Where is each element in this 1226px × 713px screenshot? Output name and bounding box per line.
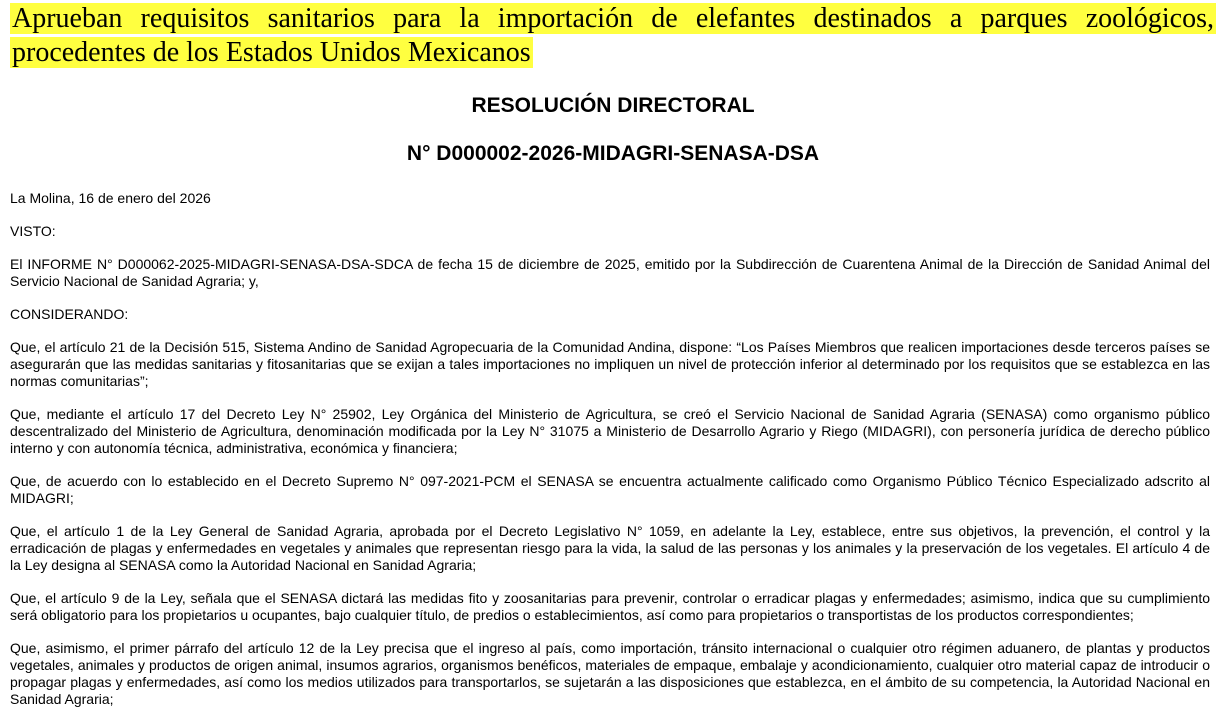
paragraph: Que, el artículo 1 de la Ley General de Sanidad Agraria, aprobada por el Decreto Legislativo N° 1059, en adelante la Ley, establece, entre sus objetivos, la prevención, el control y la erradicación de plagas y enfermedades en vegetales y animales que representan riesgo para la vida, la salud de las personas y los animales y la preservación de los vegetales. El artículo 4 de la Ley designa al SENASA como la Autoridad Nacional en Sanidad Agraria;	[10, 523, 1210, 573]
document-title	[10, 2, 1216, 70]
visto-label: VISTO:	[10, 223, 56, 239]
paragraph: Que, el artículo 9 de la Ley, señala que el SENASA dictará las medidas fito y zoosanitarias para prevenir, controlar o erradicar plagas y enfermedades; asimismo, indica que su cumplimiento será obligatorio para los propietarios u ocupantes, bajo cualquier título, de predios o establecimientos, así como para propietarios o transportistas de los productos correspondientes;	[10, 590, 1210, 623]
resolution-heading: RESOLUCIÓN DIRECTORAL	[471, 94, 755, 117]
resolution-number: N° D000002-2026-MIDAGRI-SENASA-DSA	[406, 142, 820, 165]
document-body	[10, 190, 1210, 708]
paragraph: Que, el artículo 21 de la Decisión 515, Sistema Andino de Sanidad Agropecuaria de la Comunidad Andina, dispone: “Los Países Miembros que realicen importaciones desde terceros países se asegurarán que las medidas sanitarias y fitosanitarias que se exijan a tales importaciones no impliquen un nivel de protección inferior al determinado por los requisitos que se establezca en las normas comunitarias”;	[10, 339, 1210, 389]
paragraph: Que, mediante el artículo 17 del Decreto Ley N° 25902, Ley Orgánica del Ministerio de Agricultura, se creó el Servicio Nacional de Sanidad Agraria (SENASA) como organismo público descentralizado del Ministerio de Agricultura, denominación modificada por la Ley N° 31075 a Ministerio de Desarrollo Agrario y Riego (MIDAGRI), con personería jurídica de derecho público interno y con autonomía técnica, administrativa, económica y financiera;	[10, 406, 1210, 456]
paragraph: Que, asimismo, el primer párrafo del artículo 12 de la Ley precisa que el ingreso al país, como importación, tránsito internacional o cualquier otro régimen aduanero, de plantas y productos vegetales, animales y productos de origen animal, insumos agrarios, organismos benéficos, materiales de empaque, embalaje y acondicionamiento, cualquier otro material capaz de introducir o propagar plagas y enfermedades, así como los medios utilizados para transportarlos, se sujetarán a las disposiciones que establezca, en el ámbito de su competencia, la Autoridad Nacional en Sanidad Agraria;	[10, 640, 1210, 707]
paragraph: Que, de acuerdo con lo establecido en el Decreto Supremo N° 097-2021-PCM el SENASA se encuentra actualmente calificado como Organismo Público Técnico Especializado adscrito al MIDAGRI;	[10, 473, 1210, 506]
visto-text: El INFORME N° D000062-2025-MIDAGRI-SENASA-DSA-SDCA de fecha 15 de diciembre de 2025, emitido por la Subdirección de Cuarentena Animal de la Dirección de Sanidad Animal del Servicio Nacional de Sanidad Agraria; y,	[10, 256, 1210, 289]
highlighted-title-text: Aprueban requisitos sanitarios para la importación de elefantes destinados a parques zoológicos, procedentes de los Estados Unidos Mexicanos	[12, 3, 1214, 68]
date-line: La Molina, 16 de enero del 2026	[10, 190, 211, 206]
considerando-label: CONSIDERANDO:	[10, 306, 129, 322]
